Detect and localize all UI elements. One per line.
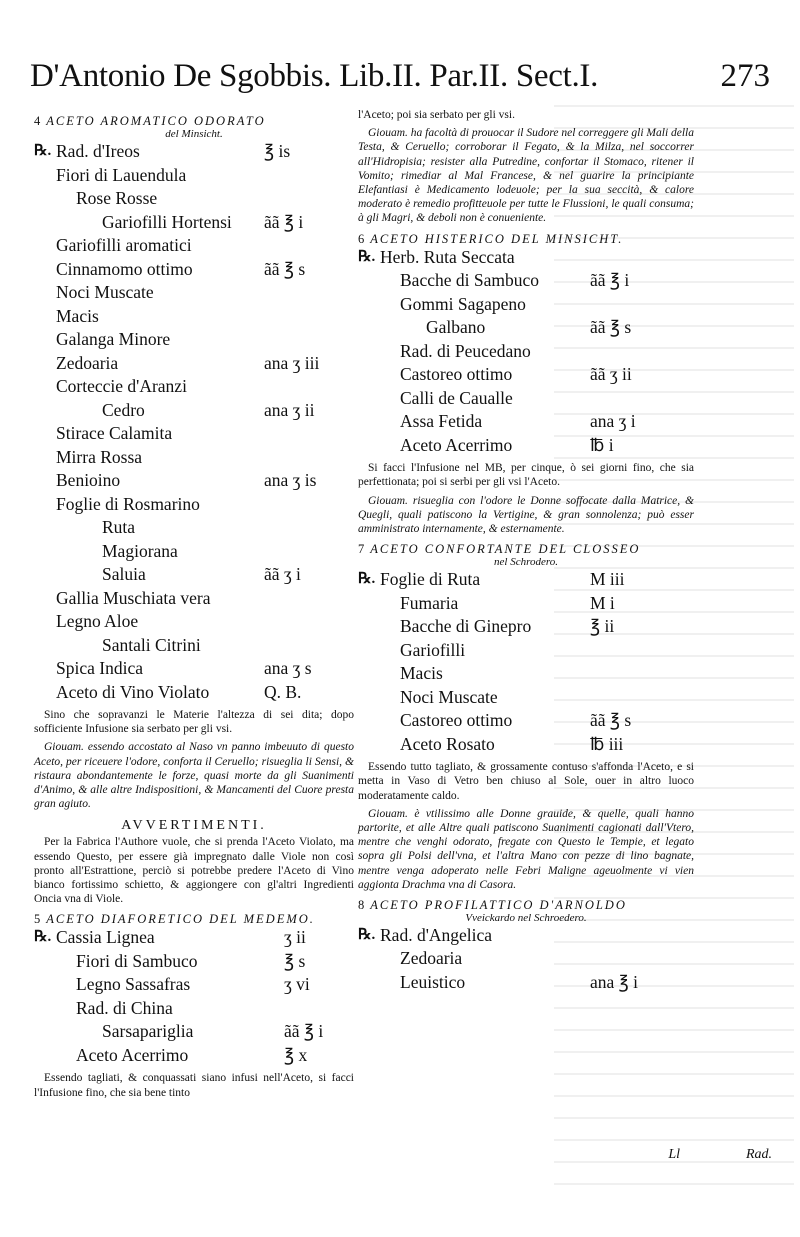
ingredient-quantity: ana ʒ i xyxy=(590,411,636,432)
ingredient-row xyxy=(34,657,354,681)
catchword: Rad. xyxy=(745,1147,772,1162)
ingredient-name: Castoreo ottimo xyxy=(400,364,513,385)
section-title: ACETO DIAFORETICO DEL MEDEMO. xyxy=(46,912,315,927)
ingredient-row xyxy=(34,950,354,974)
ingredient-row xyxy=(34,211,354,235)
section-heading xyxy=(34,912,354,926)
running-header xyxy=(30,58,770,100)
ingredient-name: Macis xyxy=(400,663,443,684)
ingredient-row xyxy=(34,540,354,564)
recipe-symbol: ℞. xyxy=(358,248,376,265)
ingredient-row xyxy=(34,140,354,164)
ingredient-row xyxy=(358,947,694,971)
ingredient-quantity: ãã ℥ i xyxy=(590,270,630,291)
section-title: ACETO PROFILATTICO D'ARNOLDO xyxy=(370,897,627,912)
virtues-note: Giouam. essendo accostato al Naso vn panno imbeuuto di questo Aceto, per riceuere l'odore, conforta il Ceruello; risueglia li Sensi, & ristaura abondantemente le forze, quasi morte da gli Suanimenti d'Animo, & alle altre Indispositioni, & Mancamenti del Cuore presta gran agiuto. xyxy=(34,741,354,811)
ingredient-row xyxy=(358,246,694,270)
ingredient-row xyxy=(34,305,354,329)
ingredient-quantity: ℥ ii xyxy=(590,616,615,637)
ingredient-quantity: ãã ℥ s xyxy=(590,710,632,731)
ingredient-row xyxy=(358,387,694,411)
ingredient-name: Aceto Acerrimo xyxy=(76,1044,189,1065)
ingredient-row xyxy=(34,1020,354,1044)
ingredient-name: Gariofilli aromatici xyxy=(56,235,192,255)
ingredient-row xyxy=(34,563,354,587)
ingredient-list xyxy=(358,568,694,756)
ingredient-name: Mirra Rossa xyxy=(56,446,143,467)
ingredient-name: Rose Rosse xyxy=(76,188,158,208)
ingredient-row xyxy=(34,164,354,188)
section-heading xyxy=(358,542,694,556)
ingredient-row xyxy=(34,328,354,352)
section-number: 7 xyxy=(358,542,365,557)
ingredient-name: Saluia xyxy=(102,564,146,584)
ingredient-row xyxy=(358,971,694,995)
ingredient-row xyxy=(34,973,354,997)
running-title: D'Antonio De Sgobbis. Lib.II. Par.II. Sect.I. xyxy=(30,58,599,94)
section-title: ACETO CONFORTANTE DEL CLOSSEO xyxy=(370,542,641,557)
left-column xyxy=(34,108,354,1100)
ingredient-name: Calli de Caualle xyxy=(400,387,513,408)
section-title: ACETO AROMATICO ODORATO xyxy=(46,114,266,128)
ingredient-name: Herb. Ruta Seccata xyxy=(380,246,515,267)
ingredient-quantity: ana ʒ is xyxy=(264,470,317,490)
ingredient-name: Benioino xyxy=(56,470,121,490)
ingredient-name: Fumaria xyxy=(400,592,459,613)
ingredient-list xyxy=(34,926,354,1067)
ingredient-list xyxy=(34,140,354,704)
ingredient-name: Fiori di Lauendula xyxy=(56,164,187,185)
ingredient-row xyxy=(34,352,354,376)
ingredient-name: Cassia Lignea xyxy=(56,927,155,948)
ingredient-quantity: ãã ℥ i xyxy=(284,1021,324,1042)
preparation-note: Sino che sopravanzi le Materie l'altezza di sei dita; dopo sofficiente Infusione sia serbato per gli vsi. xyxy=(34,709,354,736)
ingredient-row xyxy=(358,924,694,948)
page-number: 273 xyxy=(720,58,770,94)
ingredient-name: Zedoaria xyxy=(400,948,463,969)
ingredient-name: Galbano xyxy=(426,317,486,338)
ingredient-row xyxy=(358,592,694,616)
ingredient-row xyxy=(34,516,354,540)
ingredient-name: Gommi Sagapeno xyxy=(400,293,526,314)
ingredient-name: Gallia Muschiata vera xyxy=(56,587,211,608)
ingredient-name: Magiorana xyxy=(102,540,178,561)
ingredient-quantity: ãã ʒ ii xyxy=(590,364,632,385)
ingredient-quantity: ãã ℥ i xyxy=(264,211,304,232)
ingredient-name: Leuistico xyxy=(400,971,466,992)
virtues-note: Giouam. è vtilissimo alle Donne grauide, & quelle, quali hanno partorite, et alle Altre quali patiscono Suanimenti cagionati dall'Vtero, mentre che venghi odorato, fregate con Questo le Tempie, et legato sopra gli Polsi dell'vna, et l'altra Mano con pezze di lino bagnate, mentre venga adoperato nelle Febri Maligne ageuolmente vi vien aggionta Drachma vna di Casora. xyxy=(358,807,694,891)
ingredient-quantity: ℥ is xyxy=(264,141,291,161)
ingredient-row xyxy=(358,363,694,387)
ingredient-quantity: ana ʒ s xyxy=(264,658,312,678)
ingredient-row xyxy=(34,258,354,282)
section-heading xyxy=(34,114,354,128)
ingredient-quantity: ℔ iii xyxy=(590,733,624,754)
ingredient-name: Santali Citrini xyxy=(102,634,201,655)
ingredient-row xyxy=(34,610,354,634)
avvertimenti-text: Per la Fabrica l'Authore vuole, che si prenda l'Aceto Violato, ma essendo Questo, per essere già impregnato dalle Viole non così pronto all'Estrattione, perciò si potrebbe predere l'Aceto di Vino bianco fortissimo schietto, & aggiongere con gl'altri Ingredienti Oncia vna di Viole. xyxy=(34,836,354,906)
ingredient-quantity: ãã ℥ s xyxy=(264,258,306,279)
ingredient-name: Bacche di Ginepro xyxy=(400,616,532,637)
section-title: ACETO HISTERICO DEL MINSICHT. xyxy=(370,231,624,246)
ingredient-name: Legno Aloe xyxy=(56,611,139,631)
ingredient-quantity: ℥ s xyxy=(284,950,306,971)
ingredient-list xyxy=(358,924,694,995)
ingredient-row xyxy=(358,434,694,458)
preparation-note: Essendo tagliati, & conquassati siano infusi nell'Aceto, si facci l'Infusione fino, che sia bene tinto xyxy=(34,1072,354,1099)
ingredient-row xyxy=(34,422,354,446)
section-subtitle: del Minsicht. xyxy=(165,128,223,140)
ingredient-row xyxy=(34,234,354,258)
ingredient-name: Ruta xyxy=(102,517,136,537)
ingredient-name: Rad. di Peucedano xyxy=(400,340,531,361)
section-number: 6 xyxy=(358,231,365,246)
ingredient-row xyxy=(358,568,694,592)
signature-mark: Ll xyxy=(668,1147,680,1162)
ingredient-name: Gariofilli xyxy=(400,639,466,660)
ingredient-row xyxy=(34,281,354,305)
ingredient-name: Rad. d'Angelica xyxy=(380,924,493,945)
ingredient-row xyxy=(34,469,354,493)
ingredient-row xyxy=(358,686,694,710)
ingredient-quantity: M iii xyxy=(590,569,625,590)
ingredient-name: Spica Indica xyxy=(56,658,143,678)
ingredient-row xyxy=(358,316,694,340)
ingredient-row xyxy=(358,269,694,293)
ingredient-name: Macis xyxy=(56,305,99,326)
ingredient-row xyxy=(34,587,354,611)
ingredient-quantity: ãã ʒ i xyxy=(264,564,301,584)
ingredient-row xyxy=(34,187,354,211)
ingredient-name: Rad. di China xyxy=(76,997,173,1018)
ingredient-name: Castoreo ottimo xyxy=(400,710,513,731)
ingredient-name: Assa Fetida xyxy=(400,411,483,432)
ingredient-name: Foglie di Rosmarino xyxy=(56,493,200,514)
recipe-symbol: ℞. xyxy=(358,926,376,943)
ingredient-quantity: ʒ vi xyxy=(284,974,310,995)
virtues-note: Giouam. ha facoltà di prouocar il Sudore nel correggere gli Mali della Testa, & Ceruello; corroborar il Fegato, & la Milza, nel soccorrer all'Hidropisia; resister alla Putredine, confortar il Stomaco, ritener il Vomito; rimediar al Mal Francese, & nel guarire la principiante Elefantiasi è Medicamento lodeuole; per la sua seccità, & calore moderato è remedio profitteuole per tutte le Flussioni, le quali consuma; à gli Magri, & deboli non è conueniente. xyxy=(358,127,695,225)
ingredient-row xyxy=(358,410,694,434)
ingredient-row xyxy=(358,615,694,639)
ingredient-row xyxy=(34,493,354,517)
ingredient-name: Cedro xyxy=(102,399,145,420)
ingredient-quantity: ℥ x xyxy=(284,1044,308,1065)
ingredient-row xyxy=(34,997,354,1021)
continued-text: l'Aceto; poi sia serbato per gli vsi. xyxy=(358,109,515,121)
preparation-note: Si facci l'Infusione nel MB, per cinque, ò sei giorni fino, che sia perfettionata; poi si serbi per gli vsi l'Aceto. xyxy=(358,462,694,489)
ingredient-name: Fiori di Sambuco xyxy=(76,950,198,971)
section-number: 8 xyxy=(358,897,365,912)
ingredient-name: Gariofilli Hortensi xyxy=(102,211,232,232)
ingredient-name: Foglie di Ruta xyxy=(380,569,481,590)
ingredient-name: Stirace Calamita xyxy=(56,423,173,443)
ingredient-row xyxy=(358,639,694,663)
ingredient-name: Noci Muscate xyxy=(56,282,154,302)
section-number: 4 xyxy=(34,114,41,128)
ingredient-name: Sarsapariglia xyxy=(102,1021,194,1042)
ingredient-row xyxy=(34,1044,354,1068)
recipe-symbol: ℞. xyxy=(358,571,376,588)
section-number: 5 xyxy=(34,912,41,927)
preparation-note: Essendo tutto tagliato, & grossamente contuso s'affonda l'Aceto, e si metta in Vaso di Vetro ben chiuso al Sole, ouer in altro luoco moderatamente caldo. xyxy=(358,761,694,802)
ingredient-name: Corteccie d'Aranzi xyxy=(56,376,187,396)
ingredient-name: Aceto di Vino Violato xyxy=(56,681,210,702)
ingredient-row xyxy=(34,634,354,658)
ingredient-quantity: ana ʒ iii xyxy=(264,352,320,373)
ingredient-row xyxy=(358,733,694,757)
ingredient-row xyxy=(358,293,694,317)
recipe-symbol: ℞. xyxy=(34,929,52,946)
section-heading xyxy=(358,232,694,246)
ingredient-quantity: ℔ i xyxy=(590,434,614,455)
ingredient-quantity: ʒ ii xyxy=(284,927,306,948)
ingredient-quantity: Q. B. xyxy=(264,681,302,702)
ingredient-name: Legno Sassafras xyxy=(76,974,191,995)
ingredient-quantity: M i xyxy=(590,592,615,613)
ingredient-name: Bacche di Sambuco xyxy=(400,270,539,291)
ingredient-name: Aceto Rosato xyxy=(400,733,495,754)
section-heading xyxy=(358,898,694,912)
ingredient-quantity: ãã ℥ s xyxy=(590,317,632,338)
right-column xyxy=(358,108,694,994)
ingredient-quantity: ana ℥ i xyxy=(590,971,639,992)
section-subtitle: Vveickardo nel Schroedero. xyxy=(465,911,587,924)
ingredient-name: Noci Muscate xyxy=(400,686,498,707)
ingredient-row xyxy=(34,681,354,705)
recipe-symbol: ℞. xyxy=(34,143,52,159)
virtues-note: Giouam. risueglia con l'odore le Donne soffocate dalla Matrice, & Quegli, quali patiscono la Vertigine, & gran sonnolenza; può esser amministrato internamente, & esternamente. xyxy=(358,494,694,535)
section-subtitle: nel Schrodero. xyxy=(494,556,558,569)
ingredient-name: Aceto Acerrimo xyxy=(400,434,513,455)
ingredient-row xyxy=(34,446,354,470)
ingredient-name: Zedoaria xyxy=(56,352,119,373)
ingredient-quantity: ana ʒ ii xyxy=(264,399,315,420)
ingredient-row xyxy=(34,926,354,950)
avvertimenti-heading: AVVERTIMENTI. xyxy=(121,818,267,834)
ingredient-name: Cinnamomo ottimo xyxy=(56,258,193,279)
ingredient-row xyxy=(34,375,354,399)
ingredient-name: Rad. d'Ireos xyxy=(56,141,140,161)
ingredient-list xyxy=(358,246,694,458)
ingredient-row xyxy=(358,340,694,364)
ingredient-row xyxy=(358,709,694,733)
ingredient-name: Galanga Minore xyxy=(56,329,171,349)
ingredient-row xyxy=(358,662,694,686)
ingredient-row xyxy=(34,399,354,423)
